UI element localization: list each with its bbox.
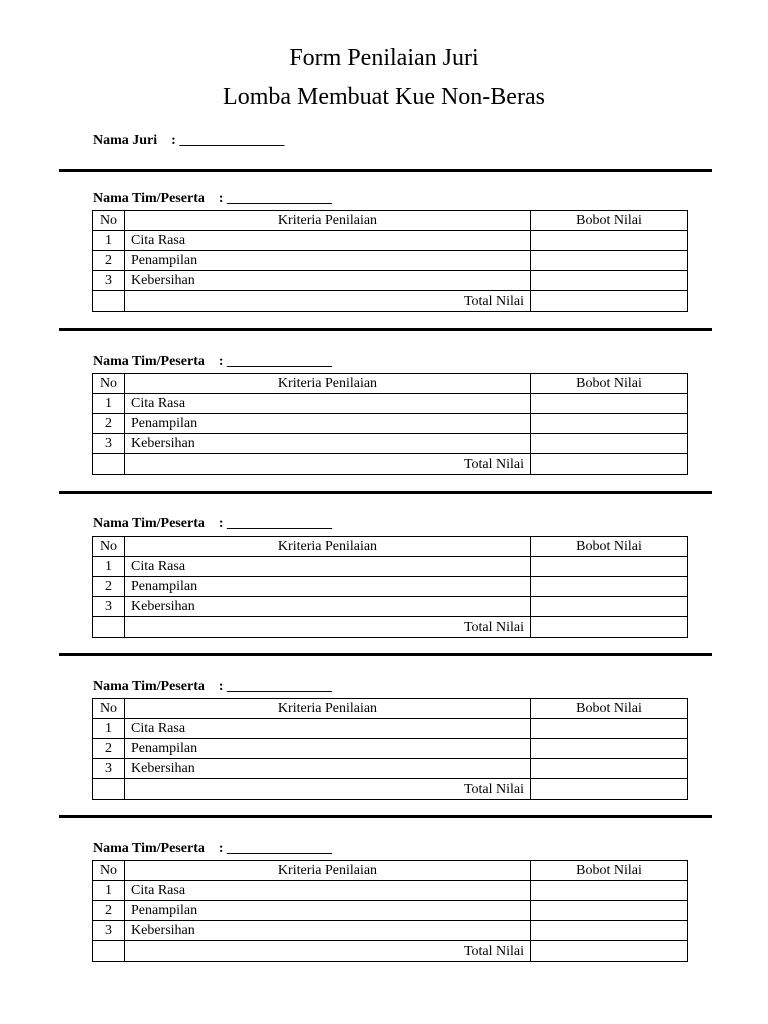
header-criteria: Kriteria Penilaian [125, 211, 531, 231]
row-criterion: Penampilan [125, 251, 531, 271]
table-row [93, 597, 688, 617]
total-row [93, 291, 688, 312]
header-criteria: Kriteria Penilaian [125, 861, 531, 881]
header-no: No [93, 374, 125, 394]
row-criterion: Kebersihan [125, 759, 531, 779]
table-row [93, 394, 688, 414]
row-no: 3 [93, 921, 125, 941]
entrant-name-field[interactable] [93, 679, 332, 695]
row-no: 2 [93, 577, 125, 597]
score-cell[interactable] [531, 921, 688, 941]
total-score-cell[interactable] [531, 291, 688, 312]
row-criterion: Kebersihan [125, 921, 531, 941]
table-row [93, 557, 688, 577]
total-row [93, 454, 688, 475]
judge-name-separator: : [171, 133, 176, 148]
row-no: 2 [93, 251, 125, 271]
form-subtitle: Lomba Membuat Kue Non-Beras [223, 84, 545, 110]
entrant-name-blank[interactable]: _______________ [227, 191, 333, 206]
row-criterion: Cita Rasa [125, 719, 531, 739]
header-score: Bobot Nilai [531, 537, 688, 557]
section-divider [59, 328, 712, 331]
table-header-row [93, 537, 688, 557]
score-cell[interactable] [531, 577, 688, 597]
entrant-name-separator: : [218, 679, 224, 694]
score-cell[interactable] [531, 597, 688, 617]
score-cell[interactable] [531, 881, 688, 901]
form-title: Form Penilaian Juri [289, 45, 479, 71]
score-cell[interactable] [531, 231, 688, 251]
score-cell[interactable] [531, 719, 688, 739]
header-score: Bobot Nilai [531, 699, 688, 719]
score-cell[interactable] [531, 414, 688, 434]
table-row [93, 414, 688, 434]
entrant-name-separator: : [218, 191, 224, 206]
header-score: Bobot Nilai [531, 374, 688, 394]
table-row [93, 881, 688, 901]
table-row [93, 251, 688, 271]
row-no: 1 [93, 557, 125, 577]
total-row [93, 617, 688, 638]
entrant-name-separator: : [218, 841, 224, 856]
header-criteria: Kriteria Penilaian [125, 374, 531, 394]
score-table [92, 536, 688, 638]
header-no: No [93, 699, 125, 719]
table-row [93, 739, 688, 759]
entrant-name-blank[interactable]: _______________ [227, 679, 333, 694]
header-no: No [93, 537, 125, 557]
row-no: 1 [93, 719, 125, 739]
entrant-name-separator: : [218, 354, 224, 369]
header-no: No [93, 861, 125, 881]
row-no: 1 [93, 881, 125, 901]
score-table [92, 373, 688, 475]
header-no: No [93, 211, 125, 231]
entrant-name-field[interactable] [93, 354, 332, 370]
total-label: Total Nilai [125, 291, 531, 312]
row-no: 3 [93, 759, 125, 779]
score-table [92, 210, 688, 312]
table-row [93, 231, 688, 251]
score-table [92, 860, 688, 962]
row-criterion: Kebersihan [125, 434, 531, 454]
total-empty-cell [93, 941, 125, 962]
entrant-name-label: Nama Tim/Peserta [93, 841, 205, 856]
score-table [92, 698, 688, 800]
total-empty-cell [93, 617, 125, 638]
score-cell[interactable] [531, 759, 688, 779]
section-divider [59, 491, 712, 494]
row-no: 2 [93, 901, 125, 921]
row-no: 1 [93, 394, 125, 414]
row-no: 3 [93, 271, 125, 291]
total-row [93, 941, 688, 962]
row-criterion: Penampilan [125, 414, 531, 434]
entrant-name-label: Nama Tim/Peserta [93, 516, 205, 531]
header-criteria: Kriteria Penilaian [125, 699, 531, 719]
total-score-cell[interactable] [531, 779, 688, 800]
row-criterion: Cita Rasa [125, 394, 531, 414]
table-header-row [93, 211, 688, 231]
score-cell[interactable] [531, 901, 688, 921]
entrant-name-blank[interactable]: _______________ [227, 354, 333, 369]
row-criterion: Penampilan [125, 577, 531, 597]
header-score: Bobot Nilai [531, 211, 688, 231]
row-criterion: Penampilan [125, 739, 531, 759]
total-empty-cell [93, 779, 125, 800]
header-score: Bobot Nilai [531, 861, 688, 881]
score-cell[interactable] [531, 739, 688, 759]
total-score-cell[interactable] [531, 617, 688, 638]
row-criterion: Penampilan [125, 901, 531, 921]
row-criterion: Cita Rasa [125, 231, 531, 251]
row-criterion: Cita Rasa [125, 881, 531, 901]
total-score-cell[interactable] [531, 454, 688, 475]
table-header-row [93, 861, 688, 881]
entrant-name-field[interactable] [93, 516, 332, 532]
table-row [93, 901, 688, 921]
entrant-name-field[interactable] [93, 191, 332, 207]
score-cell[interactable] [531, 557, 688, 577]
table-row [93, 921, 688, 941]
table-row [93, 759, 688, 779]
total-label: Total Nilai [125, 941, 531, 962]
score-cell[interactable] [531, 434, 688, 454]
row-no: 2 [93, 739, 125, 759]
table-row [93, 719, 688, 739]
score-cell[interactable] [531, 394, 688, 414]
total-label: Total Nilai [125, 454, 531, 475]
row-no: 3 [93, 434, 125, 454]
total-label: Total Nilai [125, 779, 531, 800]
section-divider [59, 653, 712, 656]
total-empty-cell [93, 291, 125, 312]
total-score-cell[interactable] [531, 941, 688, 962]
row-criterion: Cita Rasa [125, 557, 531, 577]
table-row [93, 577, 688, 597]
table-row [93, 271, 688, 291]
header-criteria: Kriteria Penilaian [125, 537, 531, 557]
entrant-name-label: Nama Tim/Peserta [93, 679, 205, 694]
entrant-name-separator: : [218, 516, 224, 531]
section-divider [59, 169, 712, 172]
score-cell[interactable] [531, 251, 688, 271]
row-no: 1 [93, 231, 125, 251]
table-header-row [93, 699, 688, 719]
entrant-name-blank[interactable]: _______________ [227, 516, 333, 531]
score-cell[interactable] [531, 271, 688, 291]
section-divider [59, 815, 712, 818]
judge-name-blank[interactable]: _______________ [179, 133, 285, 148]
entrant-name-label: Nama Tim/Peserta [93, 354, 205, 369]
entrant-name-label: Nama Tim/Peserta [93, 191, 205, 206]
row-no: 2 [93, 414, 125, 434]
total-label: Total Nilai [125, 617, 531, 638]
judge-name-field[interactable] [93, 133, 284, 149]
table-row [93, 434, 688, 454]
row-no: 3 [93, 597, 125, 617]
entrant-name-blank[interactable]: _______________ [227, 841, 333, 856]
row-criterion: Kebersihan [125, 271, 531, 291]
row-criterion: Kebersihan [125, 597, 531, 617]
entrant-name-field[interactable] [93, 841, 332, 857]
total-empty-cell [93, 454, 125, 475]
judge-name-label: Nama Juri [93, 133, 158, 148]
total-row [93, 779, 688, 800]
table-header-row [93, 374, 688, 394]
